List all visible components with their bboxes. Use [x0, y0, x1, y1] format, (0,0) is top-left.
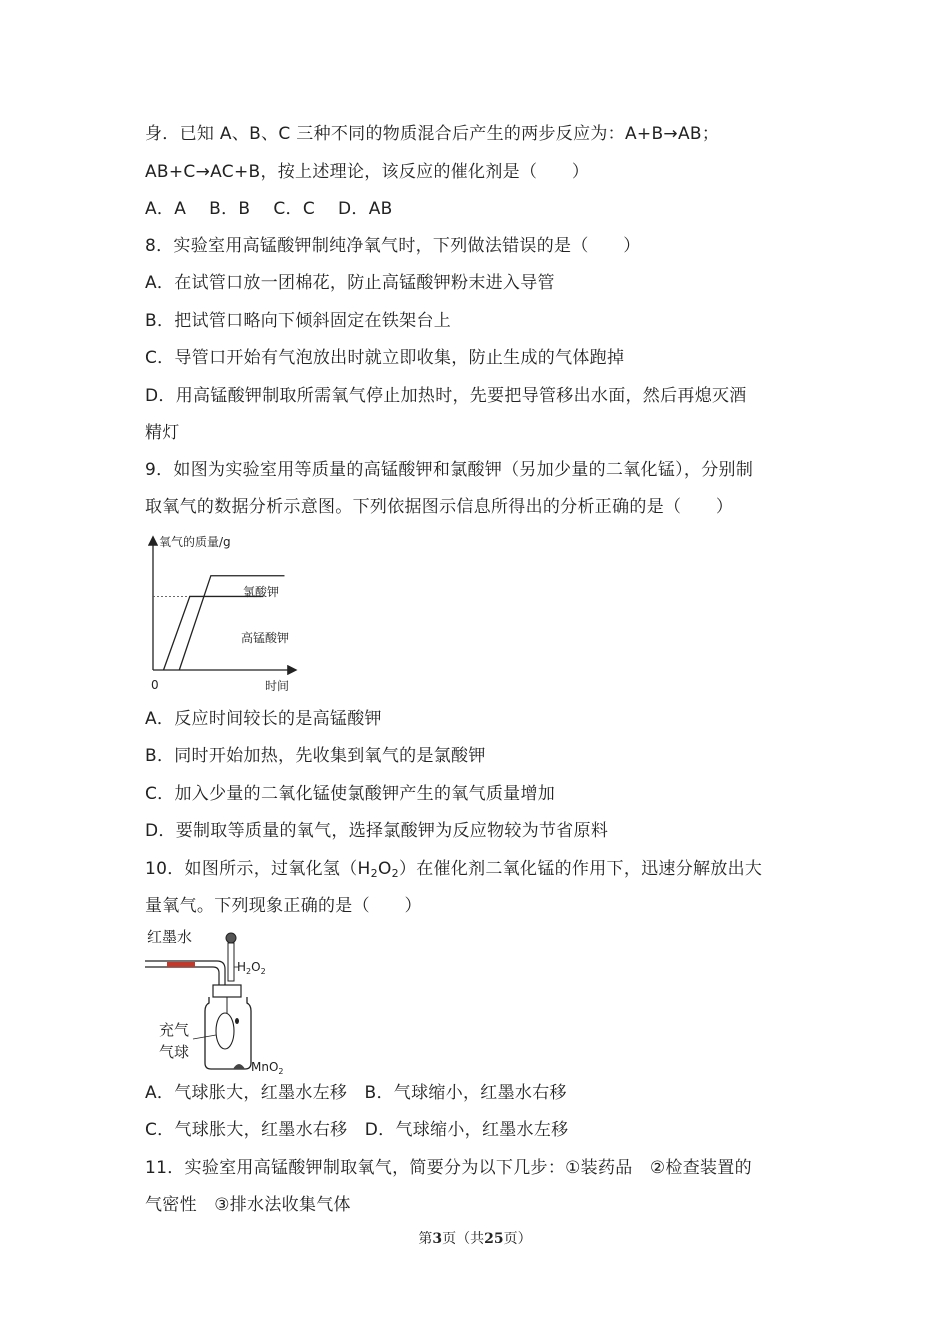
stopper — [213, 985, 241, 997]
q8-option-d-line2: 精灯 — [145, 423, 180, 443]
q9-option-a: A．反应时间较长的是高锰酸钾 — [145, 709, 382, 729]
q8-option-c: C．导管口开始有气泡放出时就立即收集，防止生成的气体跑掉 — [145, 348, 625, 368]
q10-stem-line2: 量氧气。下列现象正确的是（ ） — [145, 896, 422, 916]
q10-text-b: O — [377, 859, 392, 879]
q8-option-b: B．把试管口略向下倾斜固定在铁架台上 — [145, 311, 452, 331]
x-axis-label: 时间 — [265, 679, 290, 693]
mno2-pile — [233, 1064, 245, 1069]
dropper-tube — [228, 943, 234, 981]
q9-option-b: B．同时开始加热，先收集到氧气的是氯酸钾 — [145, 746, 486, 766]
footer-post: 页） — [503, 1231, 532, 1247]
series-label-kmno4: 高锰酸钾 — [241, 631, 290, 645]
q9-chart — [145, 530, 315, 695]
q10-text-c: ）在催化剂二氧化锰的作用下，迅速分解放出大 — [398, 859, 763, 879]
q10-sub-2: 2 — [391, 867, 399, 880]
footer-page-number: 3 — [432, 1231, 443, 1247]
footer-mid: 页（共 — [442, 1231, 485, 1247]
balloon-label-1: 充气 — [159, 1021, 190, 1039]
series-label-kclo3: 氯酸钾 — [243, 585, 280, 599]
q10-options-cd: C．气球胀大，红墨水右移 D．气球缩小，红墨水左移 — [145, 1120, 569, 1140]
q9-option-d: D．要制取等质量的氧气，选择氯酸钾为反应物较为节省原料 — [145, 821, 609, 841]
q8-option-d-line1: D．用高锰酸钾制取所需氧气停止加热时，先要把导管移出水面，然后再熄灭酒 — [145, 386, 747, 406]
q10-stem-line1 — [145, 857, 762, 886]
origin-label: 0 — [151, 678, 159, 692]
footer-pre: 第 — [418, 1231, 433, 1247]
y-axis-label: 氧气的质量/g — [159, 535, 231, 549]
q10-apparatus — [145, 925, 305, 1075]
q8-option-a: A．在试管口放一团棉花，防止高锰酸钾粉末进入导管 — [145, 273, 555, 293]
q11-stem-line2: 气密性 ③排水法收集气体 — [145, 1195, 351, 1215]
q9-stem-line1: 9．如图为实验室用等质量的高锰酸钾和氯酸钾（另加少量的二氧化锰），分别制 — [145, 460, 754, 480]
red-ink-label: 红墨水 — [147, 928, 193, 946]
q9-option-c: C．加入少量的二氧化锰使氯酸钾产生的氧气质量增加 — [145, 784, 556, 804]
tube-bend — [213, 961, 225, 985]
q10-sub-1: 2 — [370, 867, 378, 880]
mno2-label: MnO$_2$ — [251, 1060, 284, 1075]
page-footer — [0, 1228, 950, 1248]
balloon — [216, 1013, 234, 1049]
h2o2-label: $H_2O_2$ — [237, 960, 266, 976]
q10-options-ab: A．气球胀大，红墨水左移 B．气球缩小，红墨水右移 — [145, 1083, 567, 1103]
footer-total-pages: 25 — [484, 1231, 504, 1247]
red-ink-slug — [167, 962, 195, 967]
droplet — [235, 1018, 239, 1024]
balloon-label-2: 气球 — [159, 1043, 190, 1061]
q11-stem-line1: 11．实验室用高锰酸钾制取氧气，简要分为以下几步：①装药品 ②检查装置的 — [145, 1158, 752, 1178]
q7-stem-line2: AB+C→AC+B，按上述理论，该反应的催化剂是（ ） — [145, 162, 590, 182]
q8-stem: 8．实验室用高锰酸钾制纯净氧气时，下列做法错误的是（ ） — [145, 236, 641, 256]
q10-text-a: 10．如图所示，过氧化氢（H — [145, 859, 371, 879]
q7-options: A．A B．B C．C D．AB — [145, 199, 393, 219]
dropper-bulb — [226, 933, 236, 943]
q9-stem-line2: 取氧气的数据分析示意图。下列依据图示信息所得出的分析正确的是（ ） — [145, 497, 734, 517]
q7-stem-line1: 身．已知 A、B、C 三种不同的物质混合后产生的两步反应为：A+B→AB； — [145, 124, 720, 144]
